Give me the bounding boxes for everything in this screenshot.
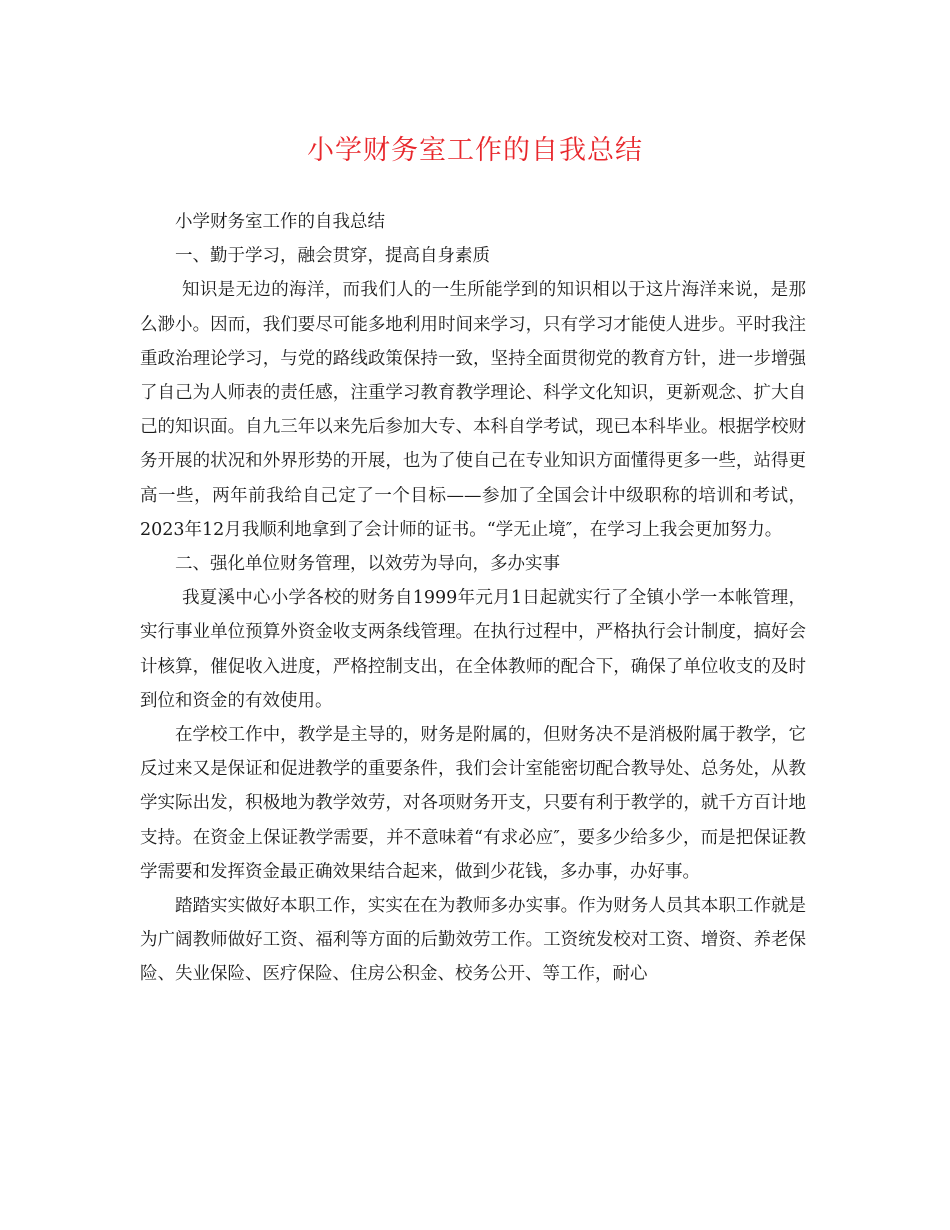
paragraph-duties: 踏踏实实做好本职工作，实实在在为教师多办实事。作为财务人员其本职工作就是为广阔教师做好工资、福利等方面的后勤效劳工作。工资统发校对工资、增资、养老保险、失业保险、医疗保险、住房公积金、校务公开、等工作，耐心	[140, 896, 806, 985]
section-heading-2: 二、强化单位财务管理，以效劳为导向，多办实事	[175, 554, 560, 575]
paragraph-subtitle: 小学财务室工作的自我总结	[175, 212, 385, 232]
document-body	[140, 205, 806, 992]
paragraph-learning: 知识是无边的海洋，而我们人的一生所能学到的知识相以于这片海洋来说，是那么渺小。因而，我们要尽可能多地利用时间来学习，只有学习才能使人进步。平时我注重政治理论学习，与党的路线政策保持一致，坚持全面贯彻党的教育方针，进一步增强了自己为人师表的责任感，注重学习教育教学理论、科学文化知识，更新观念、扩大自己的知识面。自九三年以来先后参加大专、本科自学考试，现已本科毕业。根据学校财务开展的状况和外界形势的开展，也为了使自己在专业知识方面懂得更多一些，站得更高一些，两年前我给自己定了一个目标——参加了全国会计中级职称的培训和考试，2023年12月我顺利地拿到了会计师的证书。“学无止境″，在学习上我会更加努力。	[140, 280, 806, 540]
paragraph-teaching-support: 在学校工作中，教学是主导的，财务是附属的，但财务决不是消极附属于教学，它反过来又是保证和促进教学的重要条件，我们会计室能密切配合教导处、总务处，从教学实际出发，积极地为教学效劳，对各项财务开支，只要有利于教学的，就千方百计地支持。在资金上保证教学需要，并不意味着“有求必应″，要多少给多少，而是把保证教学需要和发挥资金最正确效果结合起来，做到少花钱，多办事，办好事。	[140, 725, 806, 882]
section-heading-1: 一、勤于学习，融会贯穿，提高自身素质	[175, 246, 490, 267]
paragraph-finance-management: 我夏溪中心小学各校的财务自1999年元月1日起就实行了全镇小学一本帐管理，实行事业单位预算外资金收支两条线管理。在执行过程中，严格执行会计制度，搞好会计核算，催促收入进度，严格控制支出，在全体教师的配合下，确保了单位收支的及时到位和资金的有效使用。	[140, 588, 806, 711]
document-title: 小学财务室工作的自我总结	[307, 135, 643, 166]
